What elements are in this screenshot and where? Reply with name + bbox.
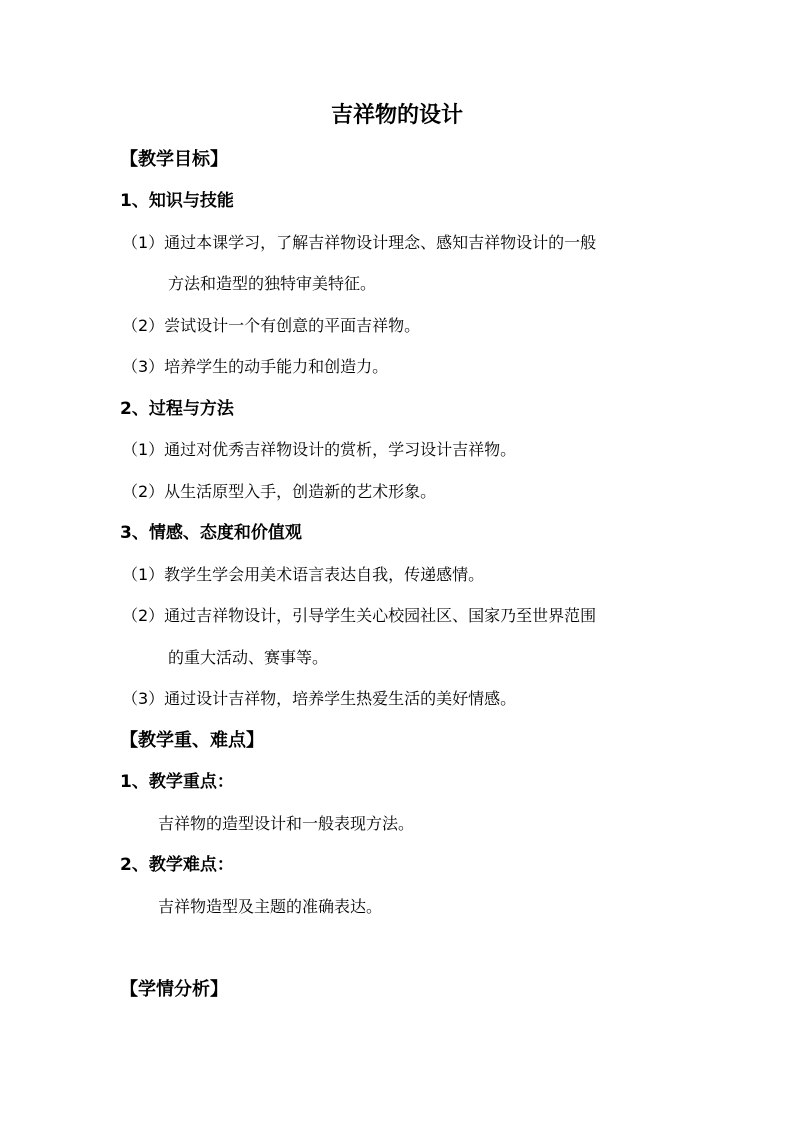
knowledge-heading: 1、知识与技能: [120, 191, 234, 211]
process-item-2: （2）从生活原型入手，创造新的艺术形象。: [122, 482, 437, 501]
difficulty-text: 吉祥物造型及主题的准确表达。: [158, 897, 383, 916]
analysis-heading: 【学情分析】: [120, 979, 228, 1000]
key-points-heading: 【教学重、难点】: [120, 730, 264, 751]
emotion-item-2-continued: 的重大活动、赛事等。: [168, 648, 329, 667]
knowledge-item-1: （1）通过本课学习，了解吉祥物设计理念、感知吉祥物设计的一般: [122, 233, 597, 252]
emotion-item-2: （2）通过吉祥物设计，引导学生关心校园社区、国家乃至世界范围: [122, 606, 597, 625]
knowledge-item-2: （2）尝试设计一个有创意的平面吉祥物。: [122, 316, 421, 335]
objectives-heading: 【教学目标】: [120, 149, 228, 170]
emotion-heading: 3、情感、态度和价值观: [120, 523, 302, 543]
difficulty-heading: 2、教学难点：: [120, 855, 234, 875]
page-title: 吉祥物的设计: [330, 103, 463, 128]
focus-heading: 1、教学重点：: [120, 772, 234, 792]
emotion-item-1: （1）教学生学会用美术语言表达自我，传递感情。: [122, 565, 485, 584]
focus-text: 吉祥物的造型设计和一般表现方法。: [158, 814, 415, 833]
knowledge-item-3: （3）培养学生的动手能力和创造力。: [122, 357, 389, 376]
process-item-1: （1）通过对优秀吉祥物设计的赏析，学习设计吉祥物。: [122, 440, 517, 459]
emotion-item-3: （3）通过设计吉祥物，培养学生热爱生活的美好情感。: [122, 689, 517, 708]
process-heading: 2、过程与方法: [120, 399, 234, 419]
knowledge-item-1-continued: 方法和造型的独特审美特征。: [168, 274, 377, 293]
